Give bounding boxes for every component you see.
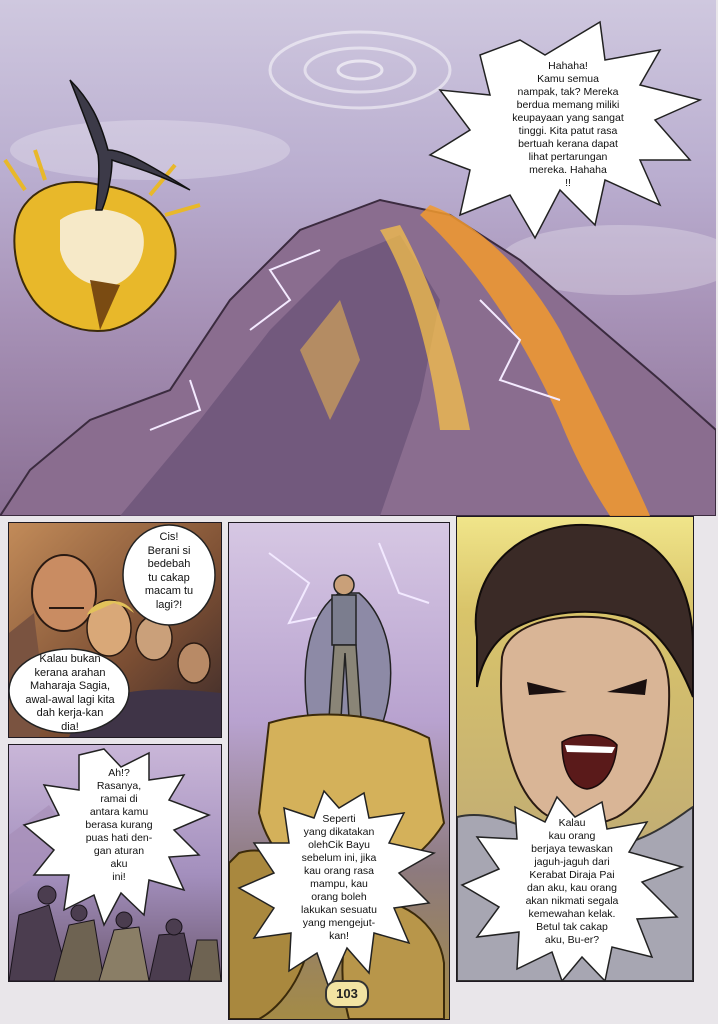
page-number: 103: [325, 980, 369, 1008]
speech-warrior-1-text: Cis! Berani si bedebah tu cakap macam tu lagi?!: [144, 531, 194, 611]
speech-crowd-text: Ah!? Rasanya, ramai di antara kamu berasa kurang puas hati den- gan aturan aku ini!: [85, 767, 153, 883]
speech-cloaked-text: Seperti yang dikatakan olehCik Bayu sebelum ini, jika kau orang rasa mampu, kau orang boleh lakukan sesuatu yang mengejut- kan!: [301, 813, 377, 942]
speech-bubble-cloaked: [229, 523, 449, 1019]
panel-villain: [456, 516, 694, 982]
panel-warriors: [8, 522, 222, 738]
panel-crowd: [8, 744, 222, 982]
speech-villain-text: Kalau kau orang berjaya tewaskan jaguh-jaguh dari Kerabat Diraja Pai dan aku, kau orang akan nikmati segala kemewahan kelak. Betul tak cakap aku, Bu-er?: [525, 817, 619, 946]
speech-top-text: Hahaha! Kamu semua nampak, tak? Mereka berdua memang miliki keupayaan yang sangat tinggi. Kita patut rasa bertuah kerana dapat lihat pertarungan mereka. Hahaha !!: [512, 60, 624, 189]
panel-cloaked-figure: [228, 522, 450, 1020]
speech-warrior-2-text: Kalau bukan kerana arahan Maharaja Sagia, awal-awal lagi kita dah kerja-kan dia!: [25, 653, 115, 733]
